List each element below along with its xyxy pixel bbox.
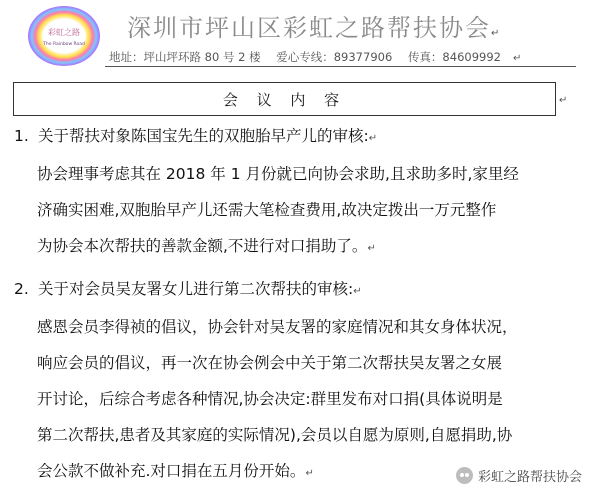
fax-text: 传真：84609992 bbox=[407, 50, 501, 64]
paragraph-mark: ↵ bbox=[491, 28, 502, 39]
item-paragraph-line: 开讨论，后综合考虑各种情况,协会决定:群里发布对口捐(具体说明是 bbox=[37, 390, 503, 408]
item-paragraph-text: 会公款不做补充.对口捐在五月份开始。 bbox=[37, 462, 306, 480]
item-paragraph-text: 为协会本次帮扶的善款金额,不进行对口捐助了。 bbox=[37, 237, 368, 255]
contact-line bbox=[109, 49, 533, 65]
item-paragraph-line: 响应会员的倡议，再一次在协会例会中关于第二次帮扶吴友署之女展 bbox=[37, 354, 503, 372]
item-paragraph-line bbox=[37, 459, 314, 481]
item-paragraph-line: 协会理事考虑其在 2018 年 1 月份就已向协会求助,且求助多时,家里经 bbox=[37, 165, 519, 183]
paragraph-mark: ↵ bbox=[353, 286, 362, 297]
wechat-icon bbox=[456, 467, 473, 484]
header-divider bbox=[105, 66, 576, 67]
item-heading bbox=[14, 277, 362, 299]
wechat-watermark bbox=[456, 466, 582, 485]
organization-name bbox=[127, 8, 501, 43]
address-text: 地址：坪山坪环路 80 号 2 楼 bbox=[109, 50, 261, 64]
organization-logo bbox=[26, 4, 102, 68]
paragraph-mark: ↵ bbox=[512, 53, 522, 64]
watermark-text: 彩虹之路帮扶协会 bbox=[477, 470, 582, 485]
item-heading-text: 关于对会员吴友署女儿进行第二次帮扶的审核: bbox=[38, 280, 354, 298]
rainbow-logo-icon bbox=[26, 4, 102, 68]
logo-text-cn: 彩虹之路 bbox=[48, 28, 80, 37]
item-paragraph-line bbox=[37, 234, 376, 256]
item-paragraph-line: 第二次帮扶,患者及其家庭的实际情况),会员以自愿为原则,自愿捐助,协 bbox=[37, 426, 513, 444]
hotline-text: 爱心专线：89377906 bbox=[276, 50, 393, 64]
paragraph-mark: ↵ bbox=[305, 468, 314, 479]
item-paragraph-line: 感恩会员李得祯的倡议，协会针对吴友署的家庭情况和其女身体状况， bbox=[37, 318, 518, 336]
item-heading-text: 关于帮扶对象陈国宝先生的双胞胎早产儿的审核: bbox=[38, 127, 369, 145]
item-number: 2. bbox=[14, 280, 29, 298]
item-paragraph-line: 济确实困难,双胞胎早产儿还需大笔检查费用,故决定拨出一万元整作 bbox=[37, 201, 497, 219]
paragraph-mark: ↵ bbox=[368, 133, 378, 144]
paragraph-mark: ↵ bbox=[367, 243, 376, 254]
paragraph-mark: ↵ bbox=[559, 95, 568, 106]
item-heading bbox=[14, 124, 377, 146]
organization-name-text: 深圳市坪山区彩虹之路帮扶协会 bbox=[127, 14, 491, 42]
item-number: 1. bbox=[14, 127, 29, 145]
logo-text-en: The Rainbow Road bbox=[43, 42, 85, 47]
section-title-box bbox=[13, 82, 556, 116]
section-title: 会 议 内 容 bbox=[222, 90, 347, 109]
